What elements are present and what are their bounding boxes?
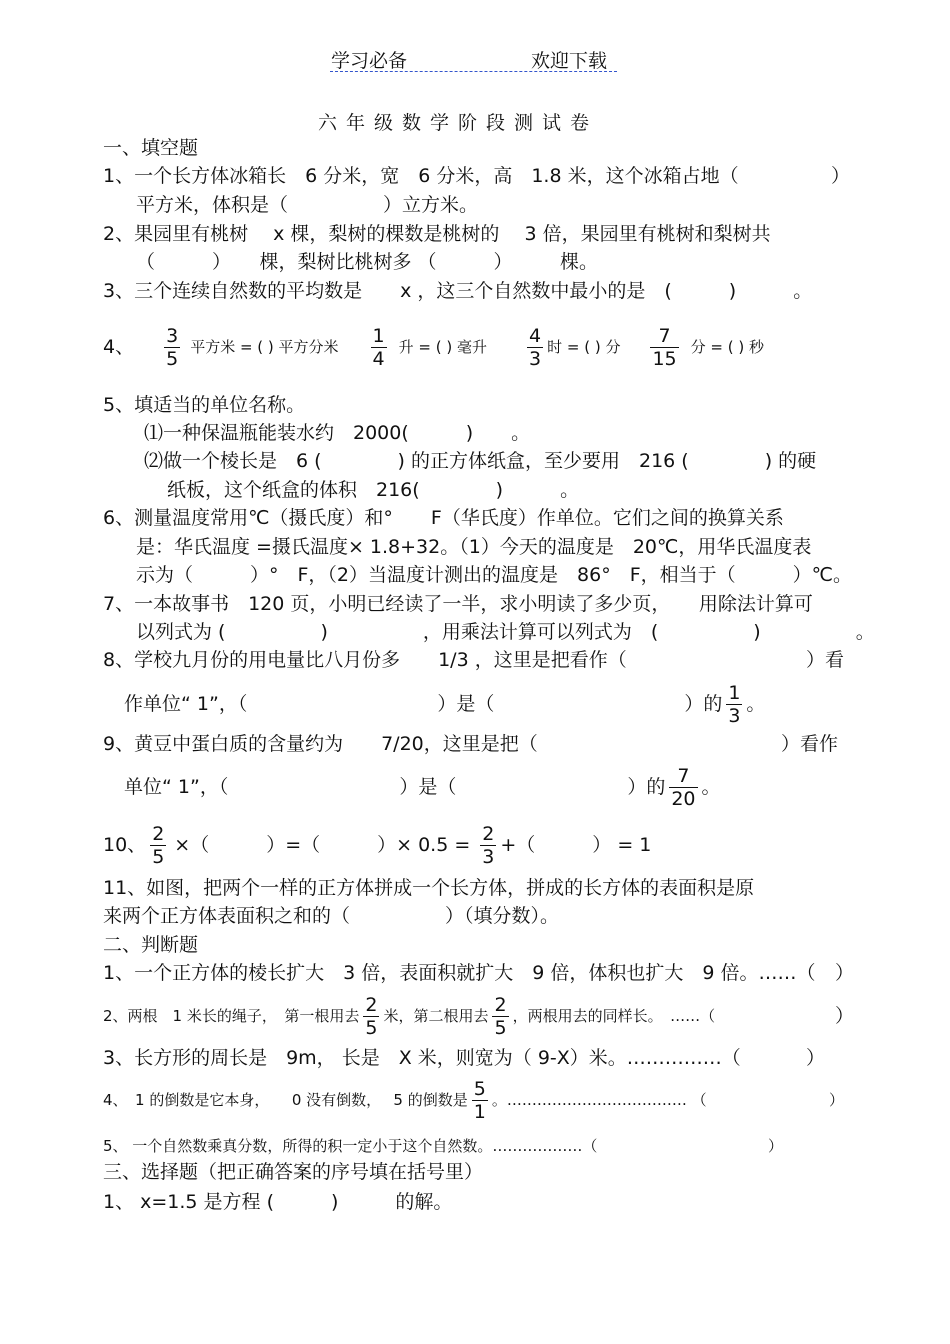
judge-5-close-paren: ） <box>768 1137 784 1155</box>
header-right: 欢迎下载 <box>531 50 608 72</box>
question-11-line-1: 11、如图，把两个一样的正方体拼成一个长方体，拼成的长方体的表面积是原 <box>103 877 755 899</box>
fraction-1-3: $\frac{1}{3}$ <box>728 681 741 727</box>
section-judge-heading: 二、判断题 <box>103 934 199 956</box>
section-choice-heading: 三、选择题（把正确答案的序号填在括号里） <box>103 1161 484 1183</box>
question-9-line-1: 9、黄豆中蛋白质的含量约为 7/20，这里是把（ <box>103 733 538 755</box>
question-1-line-1: 1、一个长方体冰箱长 6 分米，宽 6 分米，高 1.8 米，这个冰箱占地（ <box>103 165 739 187</box>
fraction-4-3: $\frac{4}{3}$ <box>529 324 542 370</box>
judge-2-tail: ，两根用去的同样长。 ……（ <box>512 1007 716 1025</box>
question-5-title: 5、填适当的单位名称。 <box>103 394 306 416</box>
question-9-line-2-text: 单位“ 1”，（ ）是（ ）的 <box>124 776 666 798</box>
question-8-line-1-end: ）看 <box>806 649 845 671</box>
question-9-line-1-end: ）看作 <box>781 733 839 755</box>
question-5-line-3: 纸板，这个纸盒的体积 216( ) 。 <box>167 479 580 501</box>
judge-2-middle: 米，第二根用去 <box>383 1007 489 1025</box>
fraction-2-5: $\frac{2}{5}$ <box>152 822 165 868</box>
question-7-line-1: 7、一本故事书 120 页，小明已经读了一半，求小明读了多少页， 用除法计算可 <box>103 593 813 615</box>
question-2-line-1: 2、果园里有桃树 x 棵，梨树的棵数是桃树的 3 倍，果园里有桃树和梨树共 <box>103 223 771 245</box>
question-4-part-3: 时 = ( ) 分 <box>547 338 621 356</box>
question-6-line-3: 示为（ ）° F，（2）当温度计测出的温度是 86° F，相当于（ ）℃。 <box>136 564 852 586</box>
judge-4-lead: 4、 1 的倒数是它本身， 0 没有倒数， 5 的倒数是 <box>103 1091 468 1109</box>
judge-2-close-paren: ） <box>835 1005 855 1027</box>
judge-5: 5、 一个自然数乘真分数，所得的积一定小于这个自然数。………………（ <box>103 1137 598 1155</box>
judge-1-close-paren: ） <box>835 962 855 984</box>
question-4 <box>103 322 764 372</box>
question-10-middle: ×（ ）=（ ）× 0.5 = <box>174 834 471 856</box>
judge-2 <box>103 992 715 1040</box>
fraction-7-15: $\frac{7}{15}$ <box>652 324 677 370</box>
fraction-2-3: $\frac{2}{3}$ <box>482 822 495 868</box>
question-5-line-1: ⑴一种保温瓶能装水约 2000( ) 。 <box>144 422 531 444</box>
judge-1: 1、一个正方体的棱长扩大 3 倍，表面积就扩大 9 倍，体积也扩大 9 倍。……（ <box>103 962 816 984</box>
question-1-line-2: 平方米，体积是（ ）立方米。 <box>136 194 479 216</box>
question-9-end: 。 <box>701 776 721 798</box>
question-11-line-2: 来两个正方体表面积之和的（ ）（填分数）。 <box>103 905 560 927</box>
question-6-line-1: 6、测量温度常用℃（摄氏度）和° F（华氏度）作单位。它们之间的换算关系 <box>103 507 784 529</box>
question-3: 3、三个连续自然数的平均数是 x ，这三个自然数中最小的是 ( ) 。 <box>103 280 813 302</box>
question-2-line-2: （ ） 棵，梨树比桃树多 （ ） 棵。 <box>136 251 599 273</box>
question-10 <box>103 820 651 870</box>
question-10-tail: +（ ） = 1 <box>500 834 652 856</box>
question-6-line-2: 是：华氏温度 =摄氏温度× 1.8+32。（1）今天的温度是 20℃，用华氏温度表 <box>136 536 812 558</box>
fraction-3-5: $\frac{3}{5}$ <box>166 324 179 370</box>
fraction-2-5-first: $\frac{2}{5}$ <box>365 993 378 1039</box>
question-9-line-2 <box>124 763 721 811</box>
question-4-part-2: 升 = ( ) 毫升 <box>398 338 487 356</box>
question-8-end: 。 <box>746 693 766 715</box>
question-8-line-2-text: 作单位“ 1”，（ ）是（ ）的 <box>124 693 723 715</box>
judge-4 <box>103 1076 707 1124</box>
question-4-part-4: 分 = ( ) 秒 <box>690 338 764 356</box>
page-title: 六年级数学阶段测试卷 <box>318 112 599 134</box>
question-4-part-1: 平方米 = ( ) 平方分米 <box>190 338 339 356</box>
question-1-close-paren: ） <box>831 165 851 187</box>
question-4-lead: 4、 <box>103 336 135 358</box>
section-fill-heading: 一、填空题 <box>103 137 199 159</box>
question-7-line-2: 以列式为 ( ) ，用乘法计算可以列式为 ( ) 。 <box>136 621 875 643</box>
fraction-7-20: $\frac{7}{20}$ <box>671 764 696 810</box>
fraction-5-1: $\frac{5}{1}$ <box>473 1077 486 1123</box>
fraction-1-4: $\frac{1}{4}$ <box>372 324 385 370</box>
choice-1: 1、 x=1.5 是方程 ( ) 的解。 <box>103 1191 453 1213</box>
judge-4-tail: 。……………………………… （ <box>491 1091 707 1109</box>
judge-2-lead: 2、两根 1 米长的绳子， 第一根用去 <box>103 1007 360 1025</box>
header-dashed-rule <box>330 71 617 72</box>
judge-3-close-paren: ） <box>806 1047 826 1069</box>
judge-4-close-paren: ） <box>829 1091 845 1109</box>
question-8-line-1: 8、学校九月份的用电量比八月份多 1/3 ，这里是把看作（ <box>103 649 627 671</box>
question-10-lead: 10、 <box>103 834 147 856</box>
judge-3: 3、长方形的周长是 9m， 长是 X 米，则宽为（ 9-X）米。……………（ <box>103 1047 741 1069</box>
fraction-2-5-second: $\frac{2}{5}$ <box>494 993 507 1039</box>
question-5-line-2: ⑵做一个棱长是 6 ( ) 的正方体纸盒，至少要用 216 ( ) 的硬 <box>144 450 817 472</box>
header-left: 学习必备 <box>331 50 408 72</box>
question-8-line-2 <box>124 680 765 728</box>
